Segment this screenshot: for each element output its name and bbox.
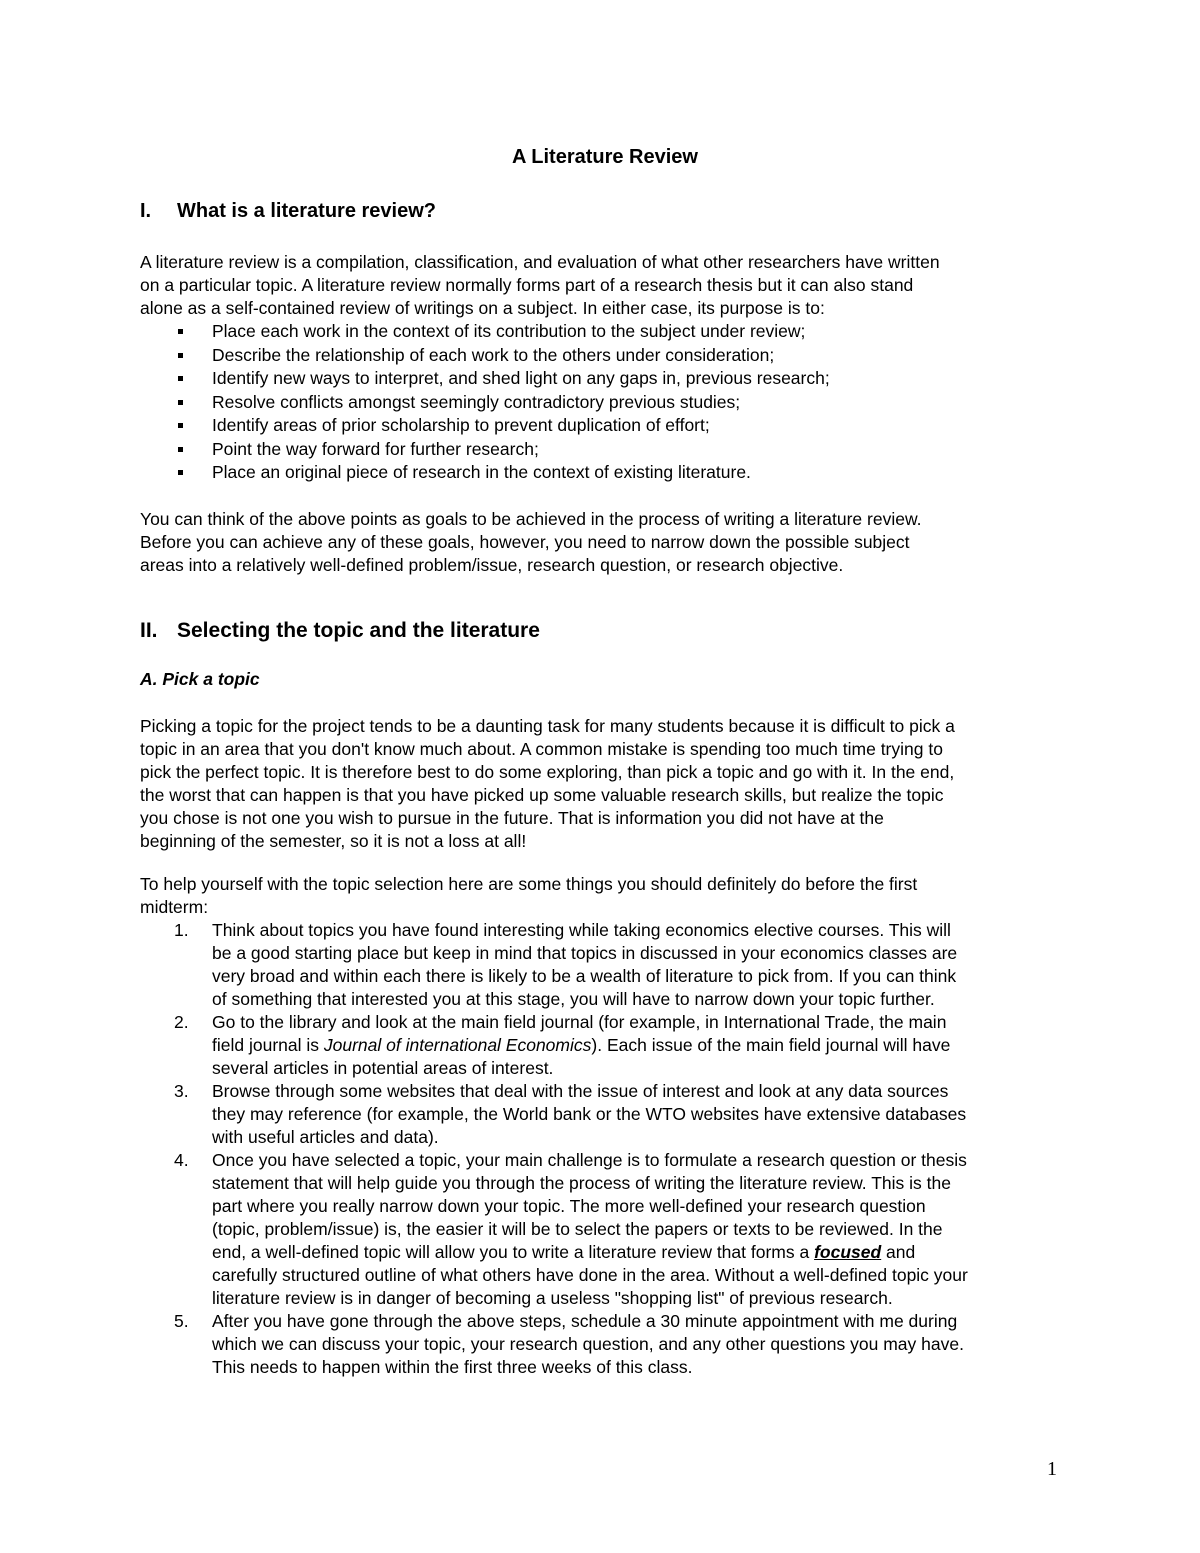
- text-line: Once you have selected a topic, your main challenge is to formulate a research question or thesis: [212, 1150, 967, 1170]
- square-bullet-icon: [178, 470, 183, 475]
- text-line: (topic, problem/issue) is, the easier it will be to select the papers or texts to be reviewed. In the: [212, 1219, 943, 1239]
- purpose-bullet-list: [176, 320, 830, 485]
- text-line: [212, 1241, 1064, 1264]
- text-line: A literature review is a compilation, classification, and evaluation of what other researchers have written: [140, 252, 940, 272]
- text-run: and: [881, 1242, 916, 1262]
- section-1-number: I.: [140, 200, 152, 222]
- subsection-a-paragraph: [140, 715, 1060, 853]
- list-item: [176, 320, 830, 344]
- list-item-text: Identify areas of prior scholarship to prevent duplication of effort;: [212, 415, 710, 435]
- document-title: A Literature Review: [512, 146, 698, 168]
- list-item-number: 2.: [174, 1012, 189, 1032]
- list-item: [174, 919, 1064, 1011]
- section-1-closing: [140, 508, 1060, 577]
- section-1-title: What is a literature review?: [177, 200, 436, 222]
- list-item-text: Describe the relationship of each work to the others under consideration;: [212, 344, 775, 365]
- section-2-title: Selecting the topic and the literature: [177, 619, 540, 642]
- text-line: areas into a relatively well-defined problem/issue, research question, or research objective.: [140, 555, 844, 575]
- text-line: carefully structured outline of what others have done in the area. Without a well-defined topic your: [212, 1265, 968, 1285]
- text-line: you chose is not one you wish to pursue in the future. That is information you did not have at the: [140, 808, 884, 828]
- text-line: Think about topics you have found interesting while taking economics elective courses. This will: [212, 920, 951, 940]
- subsection-a-heading: A. Pick a topic: [140, 669, 260, 689]
- text-line: the worst that can happen is that you have picked up some valuable research skills, but realize the topic: [140, 785, 944, 805]
- text-line: topic in an area that you don't know much about. A common mistake is spending too much time trying to: [140, 739, 943, 759]
- list-item: [176, 414, 830, 438]
- list-item-number: 1.: [174, 920, 189, 940]
- square-bullet-icon: [178, 376, 183, 381]
- text-line: they may reference (for example, the World bank or the WTO websites have extensive databases: [212, 1104, 967, 1124]
- section-2-number: II.: [140, 619, 158, 642]
- text-line: After you have gone through the above steps, schedule a 30 minute appointment with me during: [212, 1311, 958, 1331]
- square-bullet-icon: [178, 447, 183, 452]
- list-item-number: 5.: [174, 1311, 189, 1331]
- text-run: field journal is: [212, 1035, 324, 1055]
- text-run: end, a well-defined topic will allow you to write a literature review that forms a: [212, 1242, 815, 1262]
- text-line: several articles in potential areas of interest.: [212, 1058, 554, 1078]
- text-line: beginning of the semester, so it is not a loss at all!: [140, 831, 527, 851]
- text-line: statement that will help guide you through the process of writing the literature review. This is the: [212, 1173, 951, 1193]
- list-item: [176, 367, 830, 391]
- list-item: [174, 1080, 1064, 1149]
- text-line: Picking a topic for the project tends to be a daunting task for many students because it is difficult to pick a: [140, 716, 955, 736]
- list-item-text: Identify new ways to interpret, and shed light on any gaps in, previous research;: [212, 368, 830, 388]
- journal-title: Journal of international Economics: [323, 1035, 592, 1055]
- text-run: ). Each issue of the main field journal will have: [591, 1035, 951, 1055]
- list-item: [174, 1149, 1064, 1310]
- text-line: alone as a self-contained review of writings on a subject. In either case, its purpose is to:: [140, 298, 825, 318]
- page-number: 1: [1047, 1458, 1057, 1480]
- list-item-number: 4.: [174, 1150, 189, 1170]
- list-item-text: Resolve conflicts amongst seemingly contradictory previous studies;: [212, 391, 741, 412]
- list-item: [174, 1310, 1064, 1379]
- list-item: [176, 461, 830, 485]
- text-line: on a particular topic. A literature review normally forms part of a research thesis but it can also stand: [140, 275, 914, 295]
- square-bullet-icon: [178, 329, 183, 334]
- square-bullet-icon: [178, 423, 183, 428]
- text-line: You can think of the above points as goals to be achieved in the process of writing a literature review.: [140, 509, 922, 529]
- text-line: which we can discuss your topic, your research question, and any other questions you may have.: [212, 1334, 964, 1354]
- emphasis-focused: focused: [814, 1242, 882, 1262]
- list-item: [176, 391, 830, 415]
- list-item-text: Point the way forward for further research;: [212, 438, 539, 459]
- text-line: be a good starting place but keep in mind that topics in discussed in your economics classes are: [212, 943, 958, 963]
- square-bullet-icon: [178, 400, 183, 405]
- text-line: This needs to happen within the first three weeks of this class.: [212, 1357, 693, 1377]
- list-item-number: 3.: [174, 1081, 189, 1101]
- text-line: [212, 1034, 1064, 1057]
- list-item: [174, 1011, 1064, 1080]
- text-line: with useful articles and data).: [212, 1127, 439, 1147]
- text-line: Go to the library and look at the main field journal (for example, in International Trade, the main: [212, 1012, 947, 1032]
- text-line: To help yourself with the topic selection here are some things you should definitely do before the first: [140, 874, 918, 894]
- topic-steps-list: [174, 919, 1064, 1379]
- section-2-heading: [140, 618, 540, 644]
- text-line: part where you really narrow down your topic. The more well-defined your research question: [212, 1196, 926, 1216]
- list-item: [176, 344, 830, 368]
- text-line: Browse through some websites that deal with the issue of interest and look at any data sources: [212, 1081, 949, 1101]
- square-bullet-icon: [178, 353, 183, 358]
- topic-selection-lead: [140, 873, 1060, 919]
- text-line: pick the perfect topic. It is therefore best to do some exploring, than pick a topic and go with it. In the end,: [140, 762, 955, 782]
- text-line: Before you can achieve any of these goals, however, you need to narrow down the possible subject: [140, 532, 910, 552]
- list-item: [176, 438, 830, 462]
- text-line: very broad and within each there is likely to be a wealth of literature to pick from. If you can think: [212, 966, 957, 986]
- text-line: literature review is in danger of becoming a useless "shopping list" of previous research.: [212, 1288, 893, 1308]
- list-item-text: Place an original piece of research in the context of existing literature.: [212, 462, 751, 482]
- section-1-intro: [140, 251, 1060, 320]
- text-line: of something that interested you at this stage, you will have to narrow down your topic further.: [212, 989, 935, 1009]
- text-line: midterm:: [140, 897, 209, 917]
- list-item-text: Place each work in the context of its contribution to the subject under review;: [212, 321, 806, 341]
- section-1-heading: [140, 198, 436, 224]
